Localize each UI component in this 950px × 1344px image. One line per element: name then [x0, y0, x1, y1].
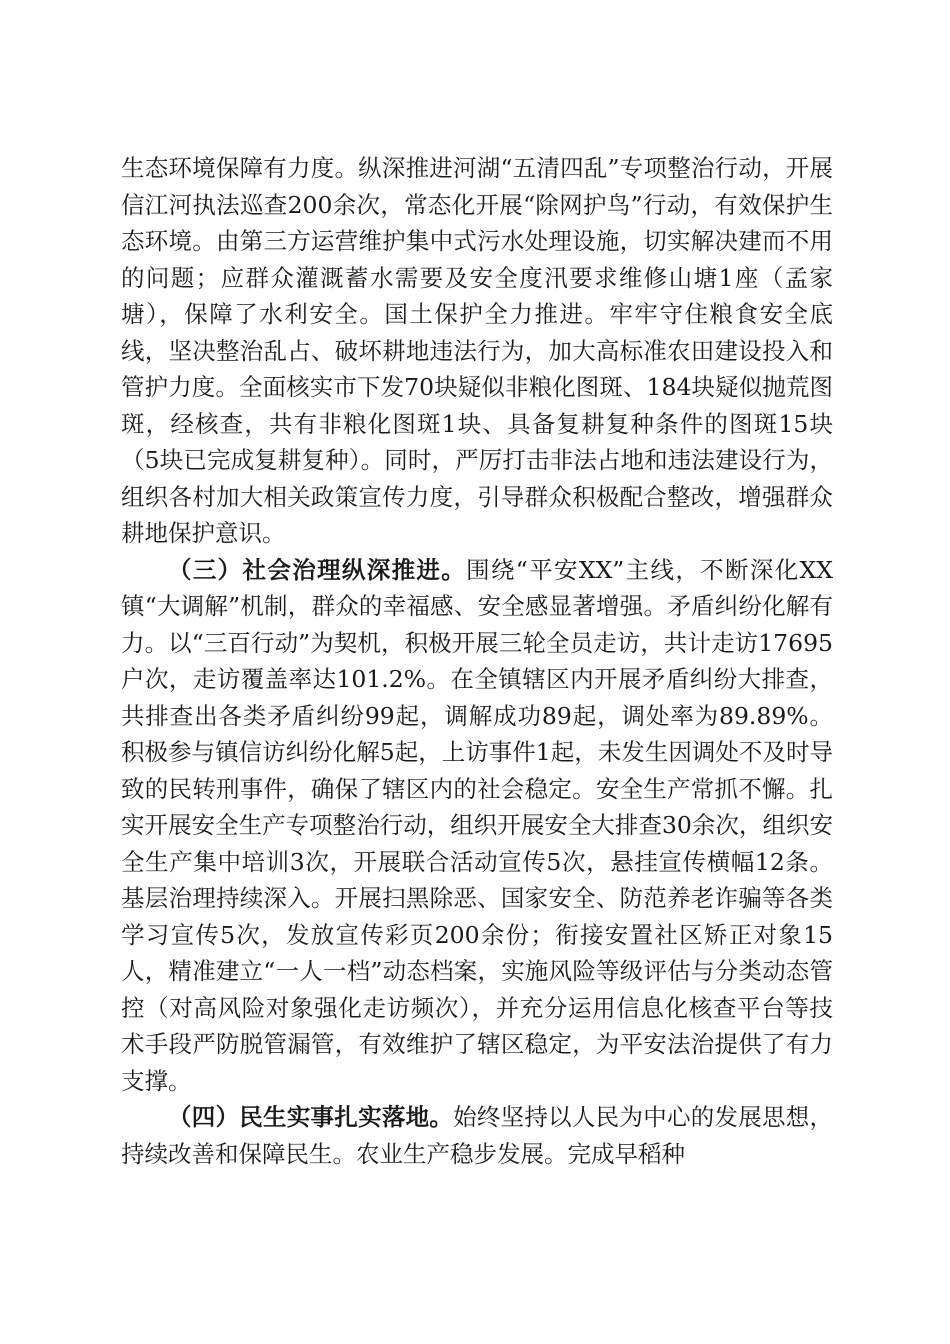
paragraph-text: 始终坚持以人民为中心的发展思想，持续改善和保障民生。农业生产稳步发展。完成早稻种	[121, 1103, 834, 1168]
paragraph-heading: （四）民生实事扎实落地。	[168, 1103, 454, 1131]
paragraph-heading: （三）社会治理纵深推进。	[168, 555, 467, 584]
paragraph-livelihood	[121, 1099, 833, 1172]
paragraph-social-governance	[121, 552, 833, 1100]
paragraph-text: 生态环境保障有力度。纵深推进河湖“五清四乱”专项整治行动，开展信江河执法巡查200余次，常态化开展“除网护鸟”行动，有效保护生态环境。由第三方运营维护集中式污水处理设施，切实解决建而不用的问题；应群众灌溉蓄水需要及安全度汛要求维修山塘1座（孟家塘），保障了水利安全。国土保护全力推进。牢牢守住粮食安全底线，坚决整治乱占、破坏耕地违法行为，加大高标准农田建设投入和管护力度。全面核实市下发70块疑似非粮化图斑、184块疑似抛荒图斑，经核查，共有非粮化图斑1块、具备复耕复种条件的图斑15块（5块已完成复耕复种）。同时，严厉打击非法占地和违法建设行为，组织各村加大相关政策宣传力度，引导群众积极配合整改，增强群众耕地保护意识。	[121, 154, 833, 547]
paragraph-text: 围绕“平安XX”主线，不断深化XX镇“大调解”机制，群众的幸福感、安全感显著增强。矛盾纠纷化解有力。以“三百行动”为契机，积极开展三轮全员走访，共计走访17695户次，走访覆盖率达101.2%。在全镇辖区内开展矛盾纠纷大排查，共排查出各类矛盾纠纷99起，调解成功89起，调处率为89.89%。积极参与镇信访纠纷化解5起，上访事件1起，未发生因调处不及时导致的民转刑事件，确保了辖区内的社会稳定。安全生产常抓不懈。扎实开展安全生产专项整治行动，组织开展安全大排查30余次，组织安全生产集中培训3次，开展联合活动宣传5次，悬挂宣传横幅12条。基层治理持续深入。开展扫黑除恶、国家安全、防范养老诈骗等各类学习宣传5次，发放宣传彩页200余份；衔接安置社区矫正对象15人，精准建立“一人一档”动态档案，实施风险等级评估与分类动态管控（对高风险对象强化走访频次），并充分运用信息化核查平台等技术手段严防脱管漏管，有效维护了辖区稳定，为平安法治提供了有力支撑。	[121, 555, 834, 1095]
document-body	[121, 150, 833, 1172]
paragraph-ecology	[121, 150, 833, 552]
